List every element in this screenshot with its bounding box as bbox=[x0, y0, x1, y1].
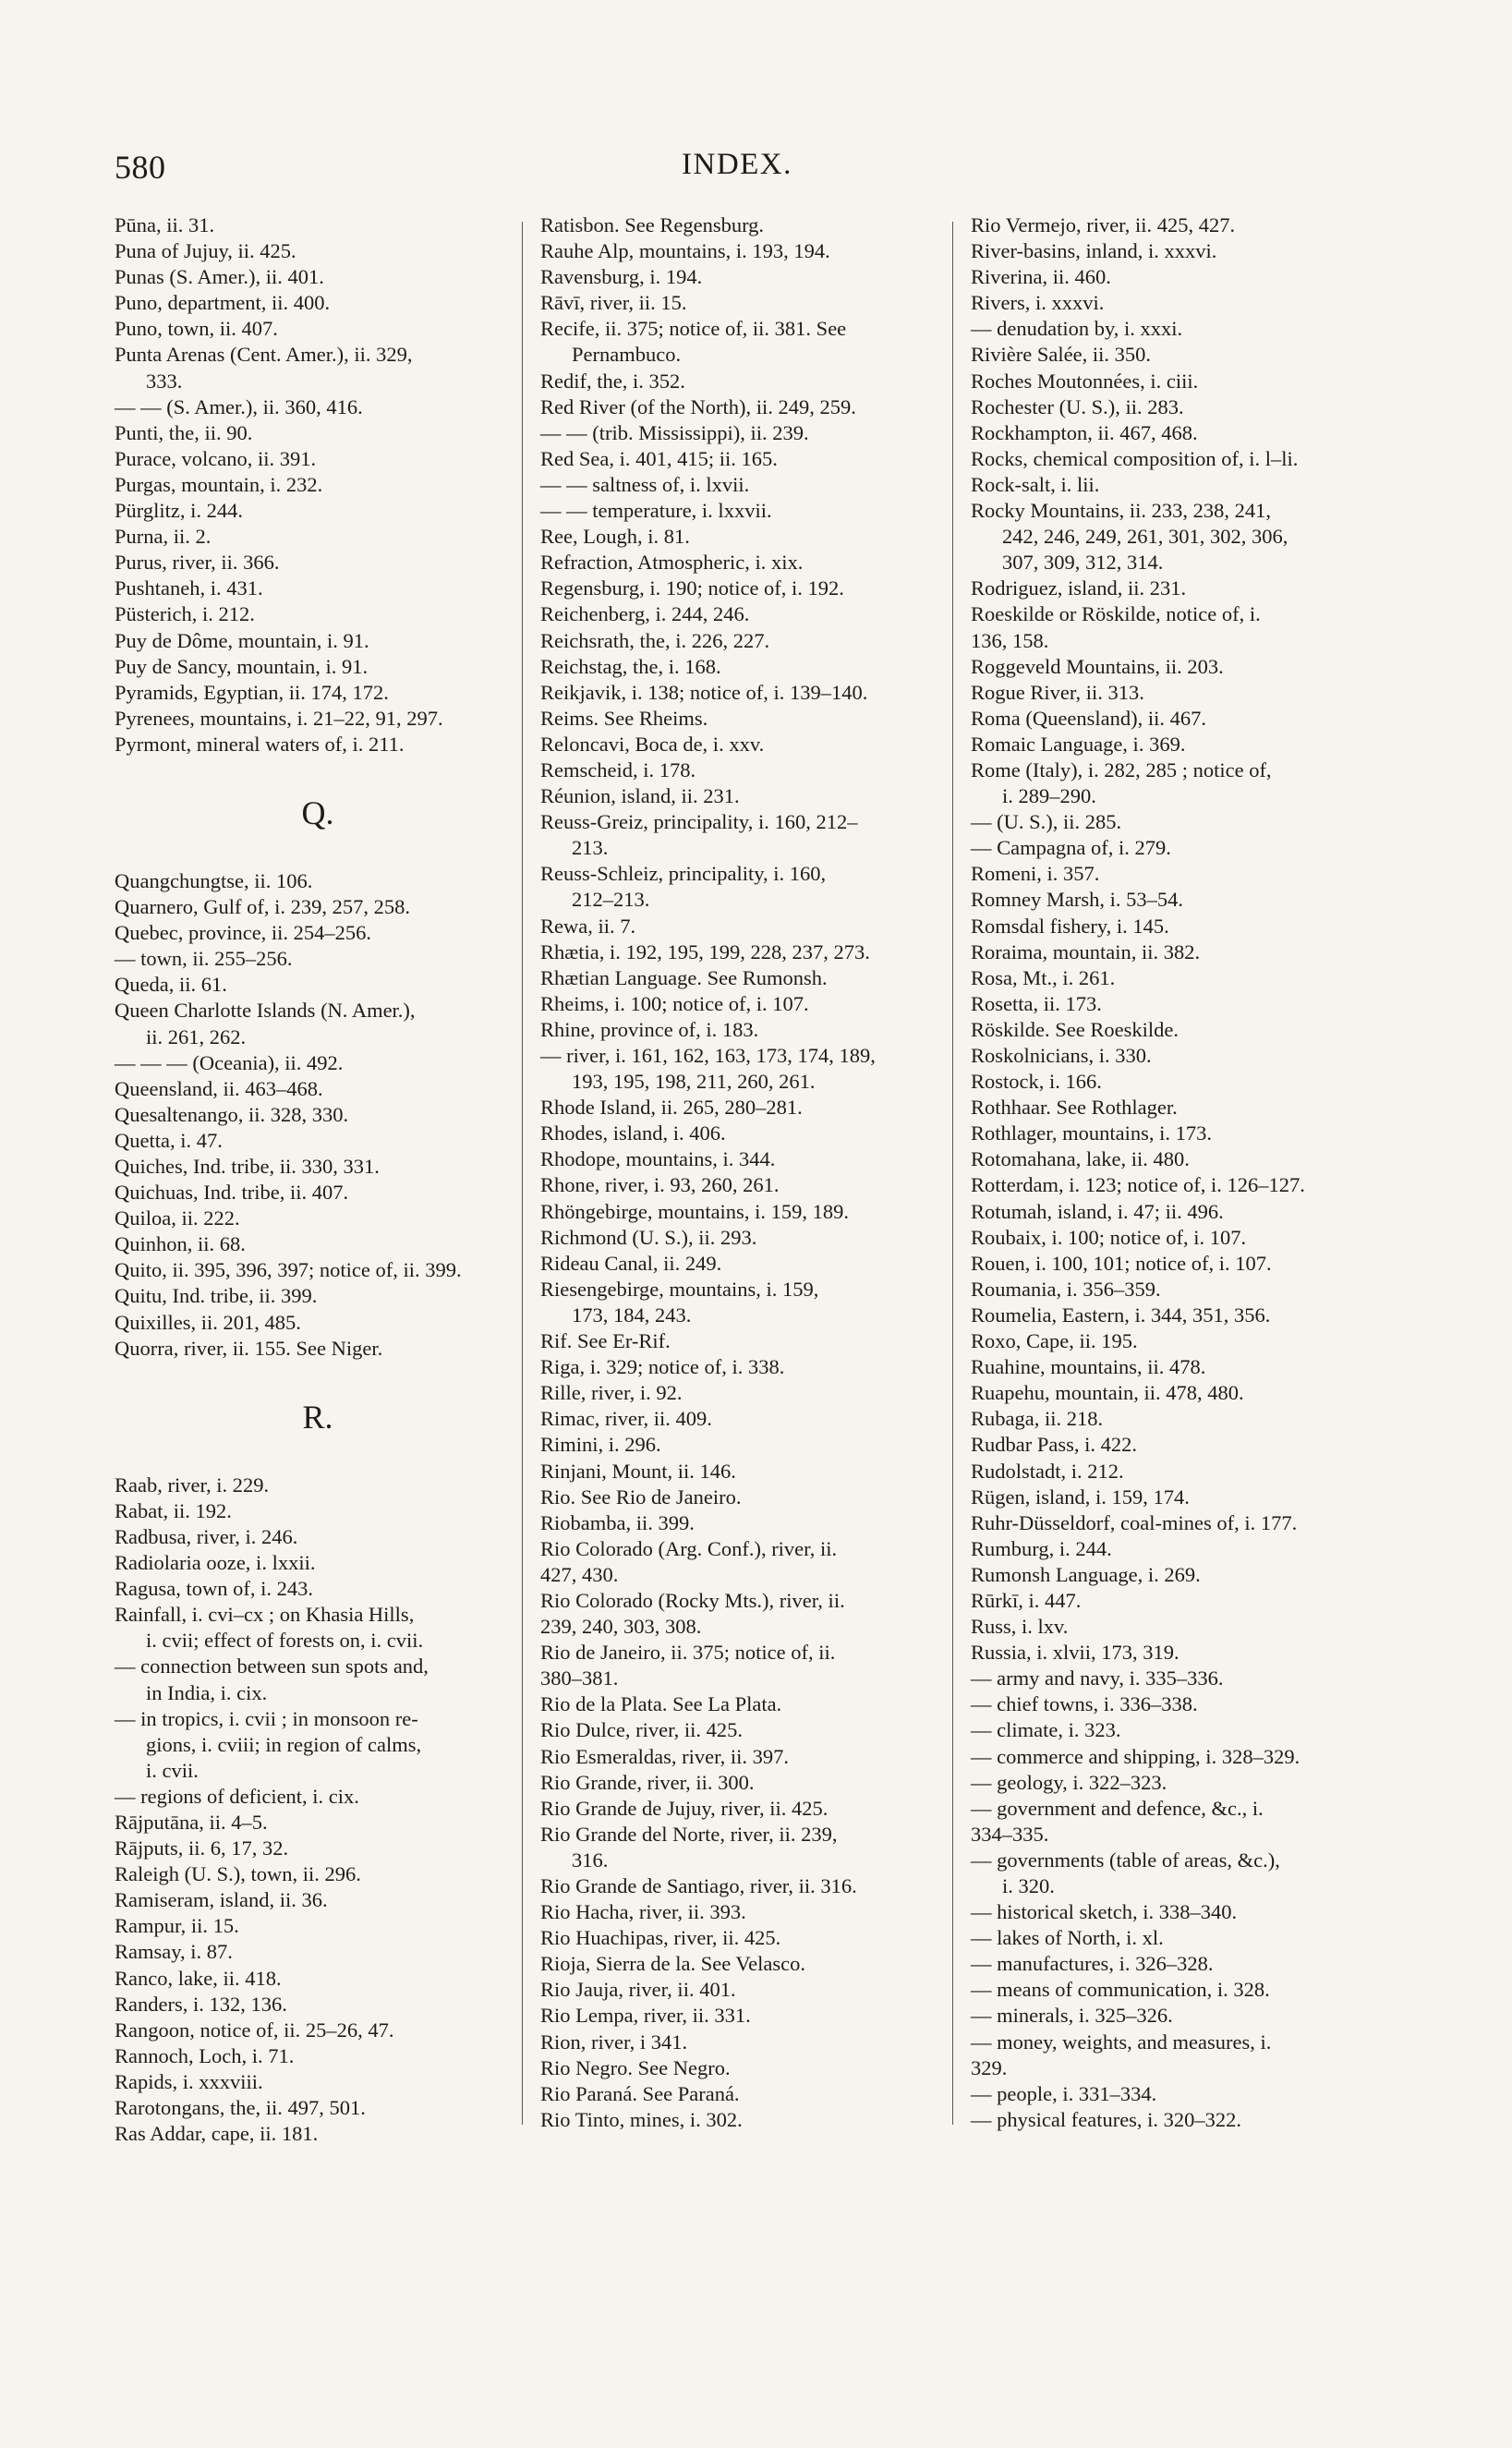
index-entry: Purus, river, ii. 366. bbox=[115, 551, 280, 575]
index-entry: Pyramids, Egyptian, ii. 174, 172. bbox=[115, 680, 389, 704]
index-entry: — river, i. 161, 162, 163, 173, 174, 189, bbox=[540, 1044, 876, 1067]
section-letter: Q. bbox=[301, 794, 334, 831]
index-entry: — money, weights, and measures, i. bbox=[971, 2030, 1272, 2054]
index-entry: Punti, the, ii. 90. bbox=[115, 420, 253, 444]
index-entry: 334–335. bbox=[971, 1822, 1049, 1846]
index-entry: Quorra, river, ii. 155. See Niger. bbox=[115, 1336, 383, 1360]
index-entry: Romeni, i. 357. bbox=[971, 862, 1100, 886]
index-entry: Riesengebirge, mountains, i. 159, bbox=[540, 1277, 819, 1301]
index-entry: Puy de Sancy, mountain, i. 91. bbox=[115, 654, 369, 678]
index-entry: Rubaga, ii. 218. bbox=[971, 1407, 1104, 1431]
index-entry: Romsdal fishery, i. 145. bbox=[971, 914, 1169, 938]
index-entry: Rumonsh Language, i. 269. bbox=[971, 1562, 1201, 1586]
index-entry: — means of communication, i. 328. bbox=[971, 1978, 1270, 2002]
index-column-1 bbox=[115, 212, 521, 2147]
index-entry: Quetta, i. 47. bbox=[115, 1128, 223, 1152]
index-entry: River-basins, inland, i. xxxvi. bbox=[971, 239, 1217, 263]
index-entry: Redif, the, i. 352. bbox=[540, 369, 685, 393]
index-entry: Pūna, ii. 31. bbox=[115, 213, 215, 236]
index-entry: — governments (table of areas, &c.), bbox=[971, 1848, 1280, 1872]
index-entry: Punas (S. Amer.), ii. 401. bbox=[115, 265, 324, 289]
index-entry: — denudation by, i. xxxi. bbox=[971, 317, 1183, 341]
index-entry: Reuss-Greiz, principality, i. 160, 212– bbox=[540, 810, 858, 834]
index-entry: i. 289–290. bbox=[1002, 784, 1096, 808]
index-entry: Quichuas, Ind. tribe, ii. 407. bbox=[115, 1181, 349, 1205]
index-entry: Raleigh (U. S.), town, ii. 296. bbox=[115, 1862, 361, 1886]
index-entry: Rivière Salée, ii. 350. bbox=[971, 343, 1151, 367]
index-entry: — — saltness of, i. lxvii. bbox=[540, 472, 750, 496]
index-entry: Rājputs, ii. 6, 17, 32. bbox=[115, 1836, 289, 1860]
index-entry: 333. bbox=[146, 369, 183, 393]
index-column-3 bbox=[971, 212, 1377, 2133]
index-entry: Romney Marsh, i. 53–54. bbox=[971, 888, 1183, 912]
index-entry: Rockhampton, ii. 467, 468. bbox=[971, 420, 1198, 444]
index-entry: Rhöngebirge, mountains, i. 159, 189. bbox=[540, 1199, 849, 1223]
index-entry: Rio Tinto, mines, i. 302. bbox=[540, 2107, 743, 2131]
index-entry: Rainfall, i. cvi–cx ; on Khasia Hills, bbox=[115, 1603, 415, 1627]
index-entry: Rapids, i. xxxviii. bbox=[115, 2069, 263, 2093]
index-entry: — — — (Oceania), ii. 492. bbox=[115, 1050, 344, 1074]
index-entry: Roxo, Cape, ii. 195. bbox=[971, 1329, 1138, 1353]
index-entry: Rhodope, mountains, i. 344. bbox=[540, 1147, 776, 1171]
index-entry: Punta Arenas (Cent. Amer.), ii. 329, bbox=[115, 343, 413, 367]
index-entry: 329. bbox=[971, 2055, 1008, 2079]
index-entry: Romaic Language, i. 369. bbox=[971, 732, 1186, 756]
index-entry: Rock-salt, i. lii. bbox=[971, 472, 1100, 496]
index-entry: Ranco, lake, ii. 418. bbox=[115, 1966, 282, 1990]
index-entry: Refraction, Atmospheric, i. xix. bbox=[540, 551, 804, 575]
index-entry: Rangoon, notice of, ii. 25–26, 47. bbox=[115, 2018, 394, 2042]
index-entry: Reims. See Rheims. bbox=[540, 706, 708, 730]
index-entry: Quesaltenango, ii. 328, 330. bbox=[115, 1102, 349, 1126]
index-entry: 136, 158. bbox=[971, 628, 1049, 652]
index-entry: i. cvii; effect of forests on, i. cvii. bbox=[146, 1629, 424, 1653]
index-entry: Russ, i. lxv. bbox=[971, 1615, 1069, 1639]
index-entry: Rio Grande, river, ii. 300. bbox=[540, 1770, 755, 1794]
index-entry: Roubaix, i. 100; notice of, i. 107. bbox=[971, 1225, 1247, 1249]
index-entry: Recife, ii. 375; notice of, ii. 381. See bbox=[540, 317, 847, 341]
index-entry: Rewa, ii. 7. bbox=[540, 914, 636, 938]
index-entry: Regensburg, i. 190; notice of, i. 192. bbox=[540, 576, 844, 600]
index-entry: Ravensburg, i. 194. bbox=[540, 265, 703, 289]
index-entry: Pyrenees, mountains, i. 21–22, 91, 297. bbox=[115, 706, 443, 730]
index-entry: Püsterich, i. 212. bbox=[115, 602, 255, 626]
index-entry: Remscheid, i. 178. bbox=[540, 757, 696, 782]
index-entry: — army and navy, i. 335–336. bbox=[971, 1666, 1224, 1691]
index-entry: Rivers, i. xxxvi. bbox=[971, 291, 1105, 315]
index-entry: Rio Esmeraldas, river, ii. 397. bbox=[540, 1744, 790, 1768]
index-entry: Reichenberg, i. 244, 246. bbox=[540, 602, 750, 626]
column-divider bbox=[952, 222, 953, 2125]
index-entry: Ramsay, i. 87. bbox=[115, 1940, 233, 1964]
index-entry: Rudbar Pass, i. 422. bbox=[971, 1433, 1137, 1457]
index-entry: Rio Grande de Santiago, river, ii. 316. bbox=[540, 1874, 857, 1897]
index-entry: Reuss-Schleiz, principality, i. 160, bbox=[540, 862, 827, 886]
index-entry: Rif. See Er-Rif. bbox=[540, 1329, 671, 1353]
index-entry: Rion, river, i 341. bbox=[540, 2030, 688, 2054]
index-entry: Puna of Jujuy, ii. 425. bbox=[115, 239, 296, 263]
index-entry: Rhode Island, ii. 265, 280–281. bbox=[540, 1096, 803, 1120]
index-entry: Rio. See Rio de Janeiro. bbox=[540, 1485, 742, 1509]
index-entry: Rājputāna, ii. 4–5. bbox=[115, 1810, 268, 1834]
index-entry: — in tropics, i. cvii ; in monsoon re- bbox=[115, 1706, 418, 1730]
index-entry: Rabat, ii. 192. bbox=[115, 1498, 232, 1522]
index-entry: Quarnero, Gulf of, i. 239, 257, 258. bbox=[115, 895, 410, 919]
index-entry: 316. bbox=[572, 1848, 609, 1872]
index-entry: Rotumah, island, i. 47; ii. 496. bbox=[971, 1199, 1224, 1223]
index-entry: Quito, ii. 395, 396, 397; notice of, ii. 399. bbox=[115, 1258, 462, 1282]
index-entry: — government and defence, &c., i. bbox=[971, 1796, 1264, 1820]
column-divider bbox=[522, 222, 523, 2125]
index-entry: 427, 430. bbox=[540, 1562, 619, 1586]
index-entry: Ratisbon. See Regensburg. bbox=[540, 213, 765, 236]
index-entry: Rio Lempa, river, ii. 331. bbox=[540, 2004, 751, 2028]
index-entry: — manufactures, i. 326–328. bbox=[971, 1952, 1214, 1976]
index-entry: — — temperature, i. lxxvii. bbox=[540, 499, 772, 523]
index-entry: Rotterdam, i. 123; notice of, i. 126–127. bbox=[971, 1173, 1305, 1197]
index-entry: Rioja, Sierra de la. See Velasco. bbox=[540, 1952, 805, 1976]
index-entry: — commerce and shipping, i. 328–329. bbox=[971, 1744, 1300, 1768]
index-entry: Rauhe Alp, mountains, i. 193, 194. bbox=[540, 239, 830, 263]
index-entry: Rudolstadt, i. 212. bbox=[971, 1459, 1124, 1483]
index-entry: 193, 195, 198, 211, 260, 261. bbox=[572, 1070, 816, 1094]
index-entry: Rhine, province of, i. 183. bbox=[540, 1017, 759, 1041]
index-entry: Riga, i. 329; notice of, i. 338. bbox=[540, 1355, 785, 1379]
index-entry: i. 320. bbox=[1002, 1874, 1055, 1897]
index-entry: Rumburg, i. 244. bbox=[971, 1536, 1112, 1560]
index-entry: — town, ii. 255–256. bbox=[115, 947, 293, 971]
index-entry: Reikjavik, i. 138; notice of, i. 139–140. bbox=[540, 680, 868, 704]
index-entry: — (U. S.), ii. 285. bbox=[971, 810, 1122, 834]
index-entry: Rouen, i. 100, 101; notice of, i. 107. bbox=[971, 1251, 1272, 1275]
index-entry: Rimac, river, ii. 409. bbox=[540, 1407, 712, 1431]
index-entry: in India, i. cix. bbox=[146, 1680, 268, 1704]
index-column-2 bbox=[540, 212, 947, 2133]
index-entry: Roggeveld Mountains, ii. 203. bbox=[971, 654, 1224, 678]
index-entry: gions, i. cviii; in region of calms, bbox=[146, 1732, 422, 1756]
index-entry: Rannoch, Loch, i. 71. bbox=[115, 2043, 295, 2067]
index-entry: 239, 240, 303, 308. bbox=[540, 1615, 702, 1639]
index-entry: Ruapehu, mountain, ii. 478, 480. bbox=[971, 1381, 1244, 1405]
index-entry: Roumelia, Eastern, i. 344, 351, 356. bbox=[971, 1303, 1271, 1327]
index-entry: Rāvī, river, ii. 15. bbox=[540, 291, 687, 315]
index-entry: Ruhr-Düsseldorf, coal-mines of, i. 177. bbox=[971, 1510, 1298, 1534]
index-entry: Ras Addar, cape, ii. 181. bbox=[115, 2122, 319, 2146]
index-entry: Quangchungtse, ii. 106. bbox=[115, 868, 313, 892]
section-spacer bbox=[115, 1436, 521, 1472]
index-entry: Roches Moutonnées, i. ciii. bbox=[971, 369, 1199, 393]
index-entry: Rio Vermejo, river, ii. 425, 427. bbox=[971, 213, 1236, 236]
index-entry: Röskilde. See Roeskilde. bbox=[971, 1017, 1179, 1041]
index-entry: Rosa, Mt., i. 261. bbox=[971, 965, 1116, 989]
index-entry: Randers, i. 132, 136. bbox=[115, 1992, 287, 2016]
index-entry: Red Sea, i. 401, 415; ii. 165. bbox=[540, 446, 778, 470]
index-entry: Roma (Queensland), ii. 467. bbox=[971, 706, 1206, 730]
index-entry: Rhætian Language. See Rumonsh. bbox=[540, 965, 828, 989]
index-entry: Rimini, i. 296. bbox=[540, 1433, 661, 1457]
index-entry: Rotomahana, lake, ii. 480. bbox=[971, 1147, 1190, 1171]
index-entry: — lakes of North, i. xl. bbox=[971, 1926, 1164, 1950]
index-entry: Rochester (U. S.), ii. 283. bbox=[971, 394, 1184, 418]
index-entry: 212–213. bbox=[572, 888, 650, 912]
index-entry: Purgas, mountain, i. 232. bbox=[115, 472, 323, 496]
index-entry: — — (S. Amer.), ii. 360, 416. bbox=[115, 394, 363, 418]
index-entry: 173, 184, 243. bbox=[572, 1303, 692, 1327]
index-entry: — climate, i. 323. bbox=[971, 1718, 1121, 1742]
index-entry: Queensland, ii. 463–468. bbox=[115, 1076, 323, 1100]
index-entry: 380–381. bbox=[540, 1666, 619, 1691]
index-entry: i. cvii. bbox=[146, 1758, 199, 1782]
index-entry: Ramiseram, island, ii. 36. bbox=[115, 1888, 328, 1912]
index-entry: Roraima, mountain, ii. 382. bbox=[971, 939, 1201, 963]
index-entry: Rinjani, Mount, ii. 146. bbox=[540, 1459, 736, 1483]
index-entry: Rheims, i. 100; notice of, i. 107. bbox=[540, 991, 809, 1015]
index-entry: Roskolnicians, i. 330. bbox=[971, 1044, 1152, 1067]
index-entry: Queda, ii. 61. bbox=[115, 973, 227, 997]
index-entry: — chief towns, i. 336–338. bbox=[971, 1692, 1198, 1716]
index-entry: Reloncavi, Boca de, i. xxv. bbox=[540, 732, 765, 756]
index-entry: Quebec, province, ii. 254–256. bbox=[115, 921, 372, 945]
index-entry: — regions of deficient, i. cix. bbox=[115, 1784, 359, 1808]
section-spacer bbox=[115, 831, 521, 868]
index-entry: Radiolaria ooze, i. lxxii. bbox=[115, 1551, 316, 1575]
index-entry: Red River (of the North), ii. 249, 259. bbox=[540, 394, 856, 418]
index-entry: Rome (Italy), i. 282, 285 ; notice of, bbox=[971, 757, 1272, 782]
section-letter: R. bbox=[302, 1398, 333, 1436]
index-entry: Rille, river, i. 92. bbox=[540, 1381, 683, 1405]
index-entry: — — (trib. Mississippi), ii. 239. bbox=[540, 420, 809, 444]
index-entry: Reichstag, the, i. 168. bbox=[540, 654, 721, 678]
index-entry: Ree, Lough, i. 81. bbox=[540, 525, 690, 549]
index-entry: Puy de Dôme, mountain, i. 91. bbox=[115, 628, 369, 652]
index-entry: Riverina, ii. 460. bbox=[971, 265, 1111, 289]
section-spacer bbox=[115, 757, 521, 794]
index-entry: Ragusa, town of, i. 243. bbox=[115, 1577, 313, 1601]
index-entry: Roumania, i. 356–359. bbox=[971, 1277, 1161, 1301]
index-entry: — physical features, i. 320–322. bbox=[971, 2107, 1242, 2131]
index-entry: Rogue River, ii. 313. bbox=[971, 680, 1144, 704]
index-entry: Queen Charlotte Islands (N. Amer.), bbox=[115, 999, 416, 1023]
index-entry: 307, 309, 312, 314. bbox=[1002, 551, 1164, 575]
index-entry: Puno, department, ii. 400. bbox=[115, 291, 331, 315]
index-entry: Rio Huachipas, river, ii. 425. bbox=[540, 1926, 781, 1950]
index-entry: — Campagna of, i. 279. bbox=[971, 836, 1171, 860]
index-entry: — people, i. 331–334. bbox=[971, 2081, 1157, 2105]
index-entry: Rio de la Plata. See La Plata. bbox=[540, 1692, 782, 1716]
index-entry: — minerals, i. 325–326. bbox=[971, 2004, 1173, 2028]
running-title: INDEX. bbox=[682, 148, 792, 181]
section-spacer bbox=[115, 1362, 521, 1399]
index-entry: Purace, volcano, ii. 391. bbox=[115, 446, 317, 470]
index-entry: Rio Colorado (Rocky Mts.), river, ii. bbox=[540, 1588, 845, 1612]
index-entry: Rio de Janeiro, ii. 375; notice of, ii. bbox=[540, 1641, 836, 1665]
index-entry: Riobamba, ii. 399. bbox=[540, 1510, 695, 1534]
index-entry: Réunion, island, ii. 231. bbox=[540, 784, 740, 808]
index-entry: Quinhon, ii. 68. bbox=[115, 1232, 246, 1256]
index-entry: Rio Hacha, river, ii. 393. bbox=[540, 1900, 746, 1924]
index-entry: ii. 261, 262. bbox=[146, 1024, 247, 1048]
index-entry: Richmond (U. S.), ii. 293. bbox=[540, 1225, 757, 1249]
index-entry: Roeskilde or Röskilde, notice of, i. bbox=[971, 602, 1261, 626]
index-entry: Rampur, ii. 15. bbox=[115, 1914, 239, 1938]
index-entry: Rideau Canal, ii. 249. bbox=[540, 1251, 722, 1275]
index-entry: Rothhaar. See Rothlager. bbox=[971, 1096, 1178, 1120]
index-entry: Raab, river, i. 229. bbox=[115, 1472, 270, 1497]
index-entry: Rūrkī, i. 447. bbox=[971, 1588, 1082, 1612]
index-entry: Russia, i. xlvii, 173, 319. bbox=[971, 1641, 1179, 1665]
index-entry: Quiches, Ind. tribe, ii. 330, 331. bbox=[115, 1155, 380, 1178]
index-entry: Ruahine, mountains, ii. 478. bbox=[971, 1355, 1206, 1379]
index-entry: Puno, town, ii. 407. bbox=[115, 317, 278, 341]
index-entry: Pushtaneh, i. 431. bbox=[115, 576, 263, 600]
index-entry: Quitu, Ind. tribe, ii. 399. bbox=[115, 1284, 318, 1308]
index-entry: Rio Paraná. See Paraná. bbox=[540, 2081, 740, 2105]
index-entry: Quixilles, ii. 201, 485. bbox=[115, 1310, 301, 1334]
index-entry: — geology, i. 322–323. bbox=[971, 1770, 1167, 1794]
index-entry: Pernambuco. bbox=[572, 343, 682, 367]
index-entry: Rocks, chemical composition of, i. l–li. bbox=[971, 446, 1299, 470]
index-entry: Rhætia, i. 192, 195, 199, 228, 237, 273. bbox=[540, 939, 870, 963]
index-entry: Rio Jauja, river, ii. 401. bbox=[540, 1978, 736, 2002]
index-entry: Rodriguez, island, ii. 231. bbox=[971, 576, 1187, 600]
index-entry: Rarotongans, the, ii. 497, 501. bbox=[115, 2096, 366, 2119]
page-number: 580 bbox=[115, 149, 166, 186]
index-entry: Rocky Mountains, ii. 233, 238, 241, bbox=[971, 499, 1271, 523]
index-entry: Pürglitz, i. 244. bbox=[115, 499, 243, 523]
index-entry: Rosetta, ii. 173. bbox=[971, 991, 1102, 1015]
index-entry: Rhone, river, i. 93, 260, 261. bbox=[540, 1173, 780, 1197]
index-entry: Reichsrath, the, i. 226, 227. bbox=[540, 628, 770, 652]
index-entry: Pyrmont, mineral waters of, i. 211. bbox=[115, 732, 405, 756]
index-entry: Rhodes, island, i. 406. bbox=[540, 1121, 726, 1145]
index-entry: Quiloa, ii. 222. bbox=[115, 1206, 240, 1230]
index-entry: Rio Grande de Jujuy, river, ii. 425. bbox=[540, 1796, 829, 1820]
index-entry: Rio Colorado (Arg. Conf.), river, ii. bbox=[540, 1536, 838, 1560]
index-entry: Rio Grande del Norte, river, ii. 239, bbox=[540, 1822, 838, 1846]
index-entry: 213. bbox=[572, 836, 609, 860]
index-entry: Rio Negro. See Negro. bbox=[540, 2055, 731, 2079]
index-entry: Purna, ii. 2. bbox=[115, 525, 212, 549]
index-entry: — historical sketch, i. 338–340. bbox=[971, 1900, 1238, 1924]
index-entry: 242, 246, 249, 261, 301, 302, 306, bbox=[1002, 525, 1288, 549]
index-entry: — connection between sun spots and, bbox=[115, 1654, 429, 1678]
index-entry: Radbusa, river, i. 246. bbox=[115, 1524, 298, 1548]
index-entry: Rio Dulce, river, ii. 425. bbox=[540, 1718, 744, 1742]
index-entry: Rothlager, mountains, i. 173. bbox=[971, 1121, 1212, 1145]
index-entry: Rostock, i. 166. bbox=[971, 1070, 1102, 1094]
index-entry: Rügen, island, i. 159, 174. bbox=[971, 1485, 1190, 1509]
